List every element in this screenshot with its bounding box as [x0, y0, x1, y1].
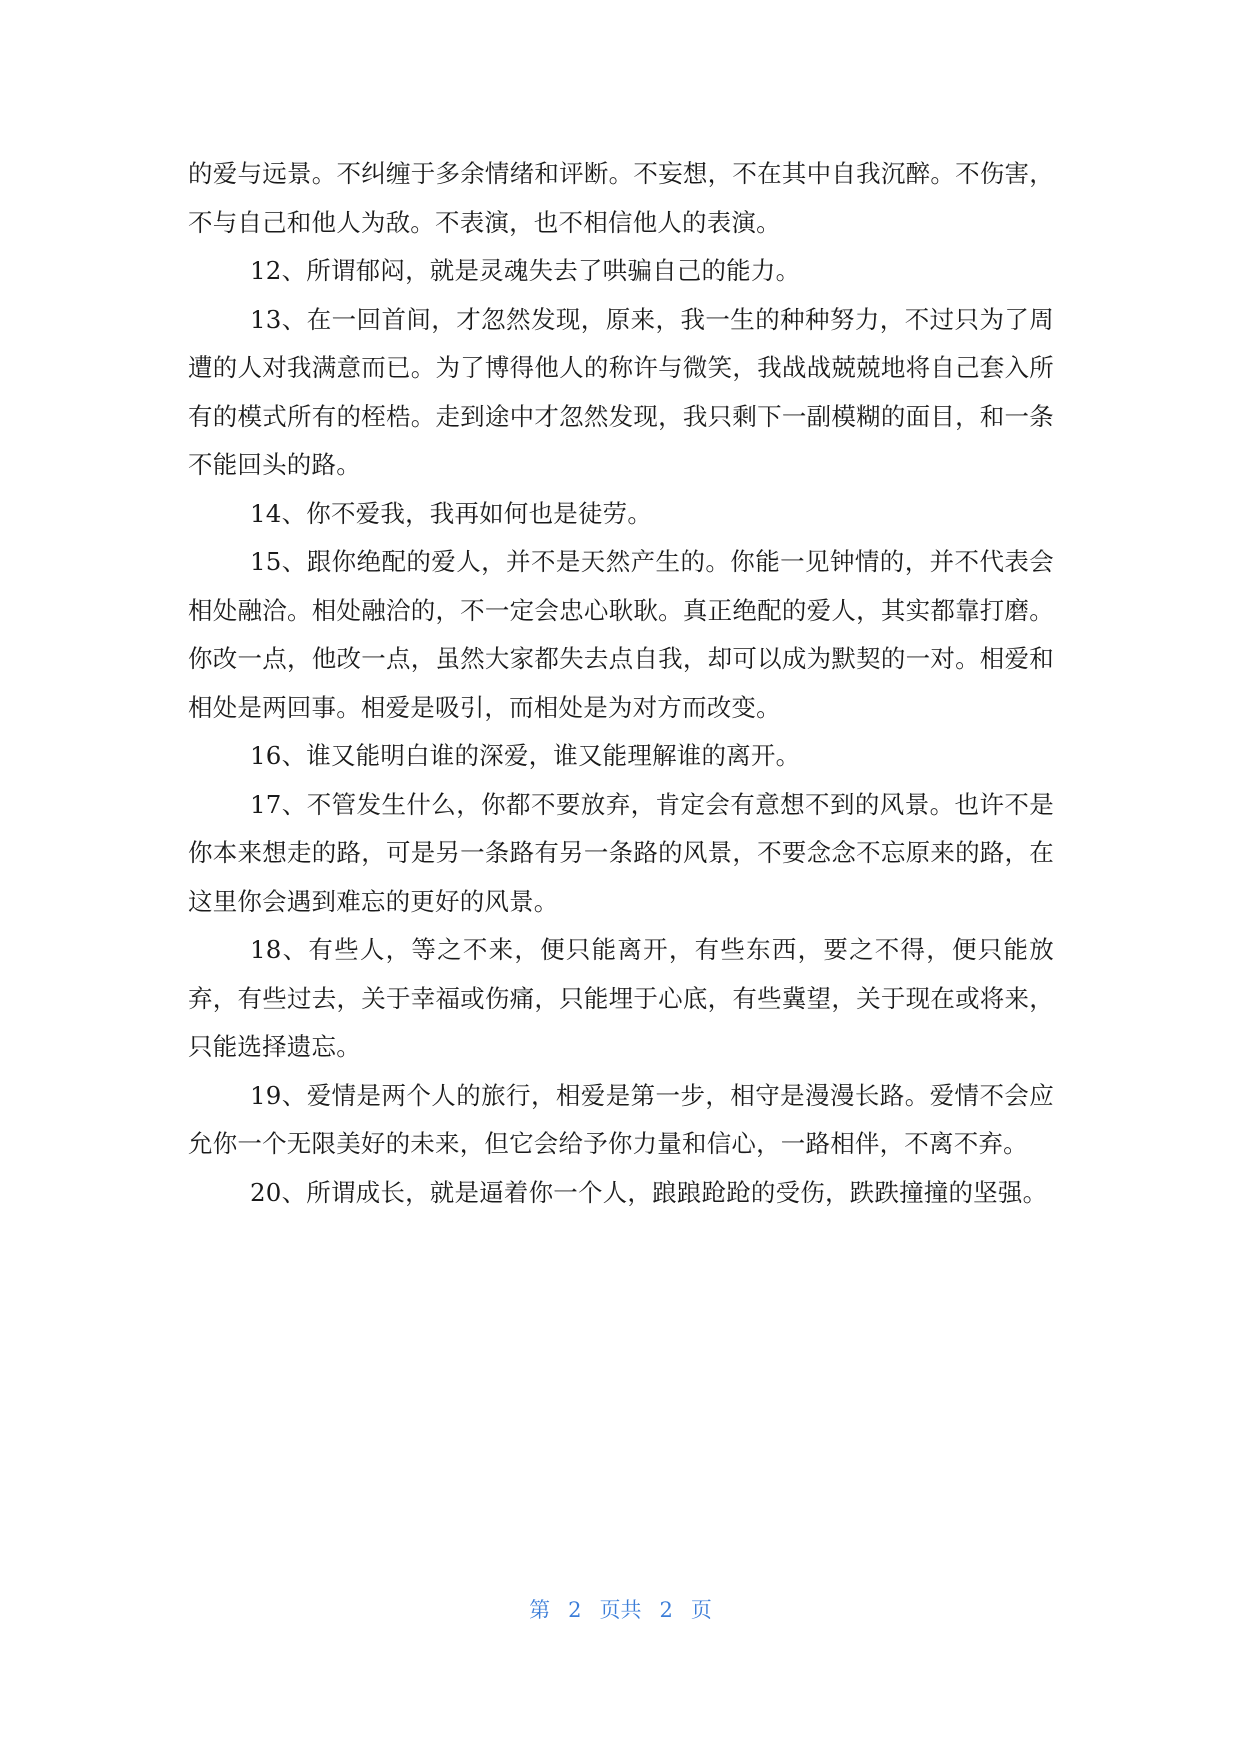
paragraph-18: 18、有些人，等之不来，便只能离开，有些东西，要之不得，便只能放弃，有些过去，关于幸福或伤痛，只能埋于心底，有些冀望，关于现在或将来，只能选择遗忘。: [188, 935, 1054, 1061]
footer-prefix: 第: [529, 1598, 551, 1622]
page-footer: [0, 1594, 1241, 1624]
document-body: [188, 150, 1054, 1217]
paragraph-19: 19、爱情是两个人的旅行，相爱是第一步，相守是漫漫长路。爱情不会应允你一个无限美好的未来，但它会给予你力量和信心，一路相伴，不离不弃。: [188, 1080, 1054, 1158]
paragraph-13: 13、在一回首间，才忽然发现，原来，我一生的种种努力，不过只为了周遭的人对我满意而已。为了博得他人的称许与微笑，我战战兢兢地将自己套入所有的模式所有的桎梏。走到途中才忽然发现，我只剩下一副模糊的面目，和一条不能回头的路。: [188, 304, 1054, 479]
paragraph-16: 16、谁又能明白谁的深爱，谁又能理解谁的离开。: [250, 741, 801, 770]
paragraph-continuation: 的爱与远景。不纠缠于多余情绪和评断。不妄想，不在其中自我沉醉。不伤害，不与自己和他人为敌。不表演，也不相信他人的表演。: [188, 159, 1054, 237]
paragraph-17: 17、不管发生什么，你都不要放弃，肯定会有意想不到的风景。也许不是你本来想走的路，可是另一条路有另一条路的风景，不要念念不忘原来的路，在这里你会遇到难忘的更好的风景。: [188, 789, 1054, 916]
footer-middle: 页共: [599, 1598, 642, 1622]
paragraph-12: 12、所谓郁闷，就是灵魂失去了哄骗自己的能力。: [250, 256, 801, 285]
footer-total-pages: 2: [659, 1598, 673, 1622]
paragraph-15: 15、跟你绝配的爱人，并不是天然产生的。你能一见钟情的，并不代表会相处融洽。相处融洽的，不一定会忠心耿耿。真正绝配的爱人，其实都靠打磨。你改一点，他改一点，虽然大家都失去点自我，却可以成为默契的一对。相爱和相处是两回事。相爱是吸引，而相处是为对方而改变。: [188, 547, 1054, 722]
footer-suffix: 页: [690, 1598, 712, 1622]
footer-current-page: 2: [568, 1598, 582, 1622]
paragraph-20: 20、所谓成长，就是逼着你一个人，踉踉跄跄的受伤，跌跌撞撞的坚强。: [250, 1177, 1048, 1207]
paragraph-14: 14、你不爱我，我再如何也是徒劳。: [250, 498, 653, 528]
